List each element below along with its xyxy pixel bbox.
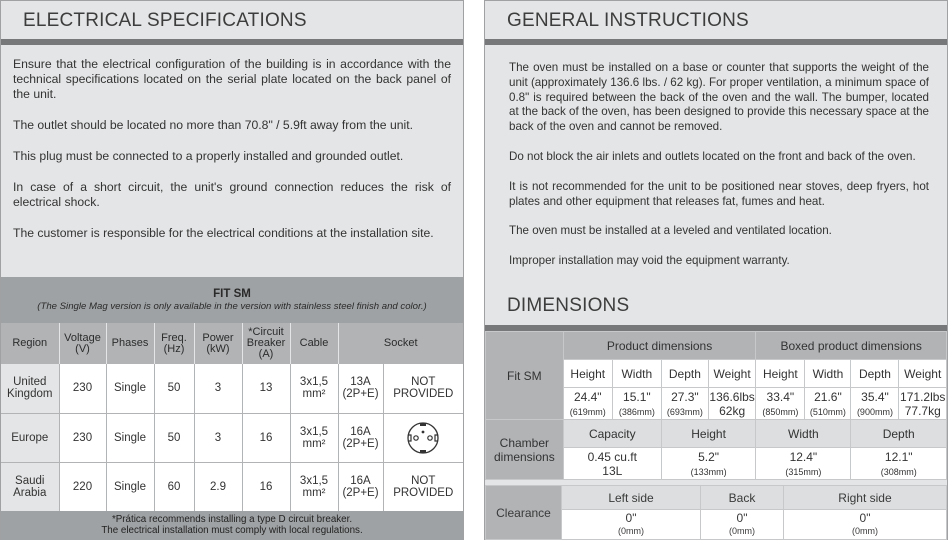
- plug-type: (2P+E): [342, 437, 379, 450]
- region-cell: [1, 364, 59, 413]
- clearance-col-label: Left side: [562, 486, 701, 510]
- clearance-inches: 0": [625, 511, 637, 525]
- clearance-col-label: Right side: [783, 486, 946, 510]
- socket-line: PROVIDED: [393, 486, 454, 499]
- model-title: FIT SM: [213, 288, 251, 300]
- electrical-spec-table: [1, 323, 463, 512]
- dim-inches: 136.6lbs: [709, 389, 755, 404]
- chamber-header-row: [486, 420, 947, 448]
- header-label: *Circuit: [248, 326, 284, 338]
- chamber-primary: 5.2": [698, 449, 720, 464]
- col-cable: Cable: [290, 323, 338, 364]
- dimensions-header: [485, 279, 947, 331]
- col-breaker: [242, 323, 290, 364]
- paragraph: Improper installation may void the equipment warranty.: [509, 254, 790, 268]
- cable-value: 3x1,5: [299, 376, 329, 389]
- header-unit: (A): [258, 348, 274, 360]
- cable-cell: [290, 364, 338, 413]
- dim-inches: 15.1": [623, 389, 651, 404]
- clearance-value: [562, 510, 701, 540]
- dim-metric: (850mm): [762, 406, 799, 417]
- clearance-value: [701, 510, 784, 540]
- dim-metric: (510mm): [809, 406, 846, 417]
- dim-value: [708, 388, 755, 420]
- plug-value: 16A: [350, 425, 371, 438]
- paragraph: The customer is responsible for the electrical conditions at the installation site.: [13, 226, 434, 240]
- electrical-title: ELECTRICAL SPECIFICATIONS: [1, 1, 463, 39]
- dim-inches: 27.3": [671, 389, 699, 404]
- freq-cell: 60: [154, 462, 194, 511]
- dim-metric: 77.7kg: [904, 403, 941, 418]
- chamber-value: [563, 448, 661, 480]
- chamber-col-label: Capacity: [563, 420, 661, 448]
- socket-line: NOT: [411, 376, 436, 389]
- dim-value: [899, 388, 947, 420]
- footnote-line: *Prática recommends installing a type D circuit breaker.: [111, 514, 353, 525]
- socket-line: PROVIDED: [393, 388, 454, 401]
- header-label: Breaker: [246, 337, 286, 349]
- chamber-secondary: (308mm): [880, 466, 917, 477]
- socket-cell: [383, 364, 463, 413]
- chamber-value: [851, 448, 947, 480]
- chamber-secondary: (133mm): [690, 466, 727, 477]
- general-instructions-panel: [484, 0, 948, 540]
- dim-metric: (900mm): [856, 406, 893, 417]
- dim-inches: 33.4": [766, 389, 795, 404]
- socket-cell: [383, 462, 463, 511]
- model-note: (The Single Mag version is only available in the version with stainless steel finish and color.): [37, 301, 427, 312]
- table-row: [1, 364, 463, 413]
- header-unit: (Hz): [163, 342, 185, 355]
- dim-value: [612, 388, 661, 420]
- header-label: Freq.: [161, 331, 187, 344]
- paragraph: The outlet should be located no more than 70.8" / 5.9ft away from the unit.: [13, 118, 413, 132]
- chamber-col-label: Depth: [851, 420, 947, 448]
- plug-value: 16A: [350, 474, 371, 487]
- table-row: [1, 413, 463, 462]
- chamber-value: [756, 448, 851, 480]
- table-header-row: [1, 323, 463, 364]
- voltage-cell: 230: [59, 364, 106, 413]
- region-line: United: [13, 376, 47, 389]
- dim-metric: (693mm): [666, 406, 703, 417]
- dims-group-row: [486, 332, 947, 360]
- cable-value: 3x1,5: [299, 425, 329, 438]
- region-line: Saudi: [15, 474, 45, 487]
- power-cell: 3: [194, 413, 242, 462]
- chamber-secondary: (315mm): [785, 466, 822, 477]
- col-freq: [154, 323, 194, 364]
- breaker-cell: 16: [242, 413, 290, 462]
- chamber-col-label: Height: [661, 420, 755, 448]
- power-cell: 2.9: [194, 462, 242, 511]
- chamber-secondary: 13L: [602, 463, 623, 478]
- col-phases: Phases: [106, 323, 154, 364]
- header-label: Voltage: [64, 331, 101, 344]
- dim-inches: 24.4": [573, 389, 602, 404]
- general-title: GENERAL INSTRUCTIONS: [485, 1, 947, 39]
- socket-line: NOT: [411, 474, 436, 487]
- model-label: Fit SM: [486, 332, 564, 420]
- col-label: Height: [756, 360, 805, 388]
- schuko-socket-icon: [405, 420, 441, 456]
- col-label: Width: [612, 360, 661, 388]
- dim-metric: 62kg: [719, 403, 746, 418]
- cable-unit: mm²: [302, 437, 326, 450]
- paragraph: The oven must be installed on a base or counter that supports the weight of the unit (approximately 136.6 lbs. / 62 kg). For proper ventilation, a minimum space of 0.8" is required between the back of the oven and the wall. The bumper, located at the back of the oven, has been designed to provide this necessary space at the back of the oven and cannot be removed.: [509, 61, 929, 134]
- dim-value: [563, 388, 612, 420]
- region-cell: Europe: [1, 413, 59, 462]
- dim-inches: 21.6": [814, 389, 842, 404]
- plug-cell: [338, 462, 383, 511]
- paragraph: In case of a short circuit, the unit's ground connection reduces the risk of electrical shock.: [13, 180, 451, 209]
- header-unit: (V): [75, 342, 90, 355]
- table-row: [1, 462, 463, 511]
- dim-metric: (619mm): [569, 406, 606, 417]
- socket-cell: [383, 413, 463, 462]
- dim-value: [805, 388, 851, 420]
- boxed-dims-header: Boxed product dimensions: [756, 332, 947, 360]
- product-dims-header: Product dimensions: [563, 332, 756, 360]
- chamber-primary: 0.45 cu.ft: [587, 449, 637, 464]
- model-header: [1, 277, 463, 323]
- dim-inches: 35.4": [861, 389, 889, 404]
- paragraph: The oven must be installed at a leveled and ventilated location.: [509, 224, 832, 238]
- clearance-value: [783, 510, 946, 540]
- paragraph: Ensure that the electrical configuration of the building is in accordance with the technical specifications located on the serial plate located on the back panel of the unit.: [13, 57, 451, 101]
- clearance-label: Clearance: [486, 486, 562, 540]
- plug-type: (2P+E): [342, 486, 379, 499]
- col-voltage: [59, 323, 106, 364]
- clearance-metric: (0mm): [618, 526, 644, 536]
- clearance-table: [485, 485, 947, 540]
- cable-value: 3x1,5: [299, 474, 329, 487]
- dim-value: [851, 388, 899, 420]
- paragraph: It is not recommended for the unit to be positioned near stoves, deep fryers, hot plates and other equipment that releases fat, fumes and heat.: [509, 179, 929, 208]
- phases-cell: Single: [106, 413, 154, 462]
- col-region: Region: [1, 323, 59, 364]
- power-cell: 3: [194, 364, 242, 413]
- breaker-cell: 16: [242, 462, 290, 511]
- header-unit: (kW): [206, 342, 230, 355]
- phases-cell: Single: [106, 462, 154, 511]
- col-label: Depth: [661, 360, 708, 388]
- col-label: Weight: [899, 360, 947, 388]
- cable-cell: [290, 462, 338, 511]
- col-power: [194, 323, 242, 364]
- region-line: Kingdom: [7, 388, 53, 401]
- clearance-inches: 0": [736, 511, 748, 525]
- electrical-text: [1, 45, 463, 241]
- region-line: Arabia: [13, 486, 47, 499]
- dimensions-title: DIMENSIONS: [485, 279, 947, 325]
- plug-cell: [338, 364, 383, 413]
- col-socket: Socket: [338, 323, 463, 364]
- cable-unit: mm²: [302, 486, 326, 499]
- dim-metric: (386mm): [618, 406, 655, 417]
- plug-value: 13A: [350, 376, 371, 389]
- col-label: Weight: [708, 360, 755, 388]
- chamber-label-line: Chamber: [499, 435, 550, 450]
- paragraph: Do not block the air inlets and outlets located on the front and back of the oven.: [509, 149, 916, 163]
- region-cell: [1, 462, 59, 511]
- voltage-cell: 220: [59, 462, 106, 511]
- chamber-value: [661, 448, 755, 480]
- phases-cell: Single: [106, 364, 154, 413]
- clearance-inches: 0": [859, 511, 871, 525]
- clearance-col-label: Back: [701, 486, 784, 510]
- clearance-metric: (0mm): [728, 526, 755, 536]
- col-label: Width: [805, 360, 851, 388]
- electrical-footnote: [1, 511, 463, 540]
- paragraph: This plug must be connected to a properly installed and grounded outlet.: [13, 149, 404, 163]
- freq-cell: 50: [154, 364, 194, 413]
- plug-cell: [338, 413, 383, 462]
- breaker-cell: 13: [242, 364, 290, 413]
- electrical-specifications-panel: [0, 0, 464, 540]
- col-label: Height: [563, 360, 612, 388]
- col-label: Depth: [851, 360, 899, 388]
- cable-cell: [290, 413, 338, 462]
- dimensions-table: [485, 331, 947, 480]
- clearance-metric: (0mm): [851, 526, 878, 536]
- chamber-col-label: Width: [756, 420, 851, 448]
- chamber-label: [486, 420, 564, 480]
- footnote-line: The electrical installation must comply with local regulations.: [101, 525, 363, 536]
- chamber-primary: 12.4": [789, 449, 818, 464]
- chamber-label-line: dimensions: [494, 449, 555, 464]
- cable-unit: mm²: [302, 388, 326, 401]
- plug-type: (2P+E): [342, 388, 379, 401]
- chamber-primary: 12.1": [884, 449, 913, 464]
- dim-inches: 171.2lbs: [900, 389, 946, 404]
- dim-value: [756, 388, 805, 420]
- dim-value: [661, 388, 708, 420]
- general-text: [485, 45, 947, 269]
- voltage-cell: 230: [59, 413, 106, 462]
- clearance-header-row: [486, 486, 947, 510]
- header-label: Power: [202, 331, 234, 344]
- freq-cell: 50: [154, 413, 194, 462]
